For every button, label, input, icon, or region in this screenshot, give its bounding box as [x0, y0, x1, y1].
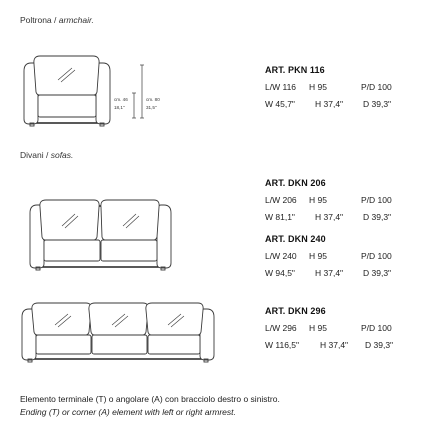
- w: W 116,5": [265, 340, 300, 350]
- lw: L/W 116: [265, 82, 297, 92]
- h: H 95: [309, 251, 327, 261]
- w: W 45,7": [265, 99, 295, 109]
- footer-note-it: Elemento terminale (T) o angolare (A) con bracciolo destro o sinistro.: [20, 394, 280, 404]
- armchair-title-it: Poltrona /: [20, 15, 57, 25]
- lw: L/W 240: [265, 251, 297, 261]
- hin: H 37,4": [315, 99, 344, 109]
- h: H 95: [309, 323, 327, 333]
- sofas-title-it: Divani /: [20, 150, 49, 160]
- din: D 39,3": [365, 340, 394, 350]
- hin: H 37,4": [315, 212, 344, 222]
- footer-note-en: Ending (T) or corner (A) element with left or right armrest.: [20, 407, 236, 417]
- product-art-pkn116: ART. PKN 116: [265, 65, 325, 75]
- din: D 39,3": [363, 99, 392, 109]
- product-art-dkn296: ART. DKN 296: [265, 306, 326, 316]
- hin: H 37,4": [315, 268, 344, 278]
- arm-height-cm: cm. 80: [146, 97, 160, 102]
- din: D 39,3": [363, 268, 392, 278]
- seat-height-in: 18,1": [114, 105, 125, 111]
- lw: L/W 206: [265, 195, 297, 205]
- arm-height-in: 31,5": [146, 105, 157, 111]
- w: W 94,5": [265, 268, 295, 278]
- sofas-title-en: sofas.: [50, 150, 74, 160]
- h: H 95: [309, 195, 327, 205]
- lw: L/W 296: [265, 323, 297, 333]
- armchair-title-en: armchair.: [58, 15, 94, 25]
- din: D 39,3": [363, 212, 392, 222]
- hin: H 37,4": [320, 340, 349, 350]
- pd: P/D 100: [361, 323, 392, 333]
- product-art-dkn206: ART. DKN 206: [265, 178, 326, 188]
- pd: P/D 100: [361, 195, 392, 205]
- product-dims-imperial-dkn296: [265, 340, 415, 351]
- seat-height-cm: cm. 46: [114, 97, 128, 102]
- product-art-dkn240: ART. DKN 240: [265, 234, 326, 244]
- w: W 81,1": [265, 212, 295, 222]
- pd: P/D 100: [361, 251, 392, 261]
- h: H 95: [309, 82, 327, 92]
- product-dims-metric-dkn296: [265, 323, 415, 334]
- pd: P/D 100: [361, 82, 392, 92]
